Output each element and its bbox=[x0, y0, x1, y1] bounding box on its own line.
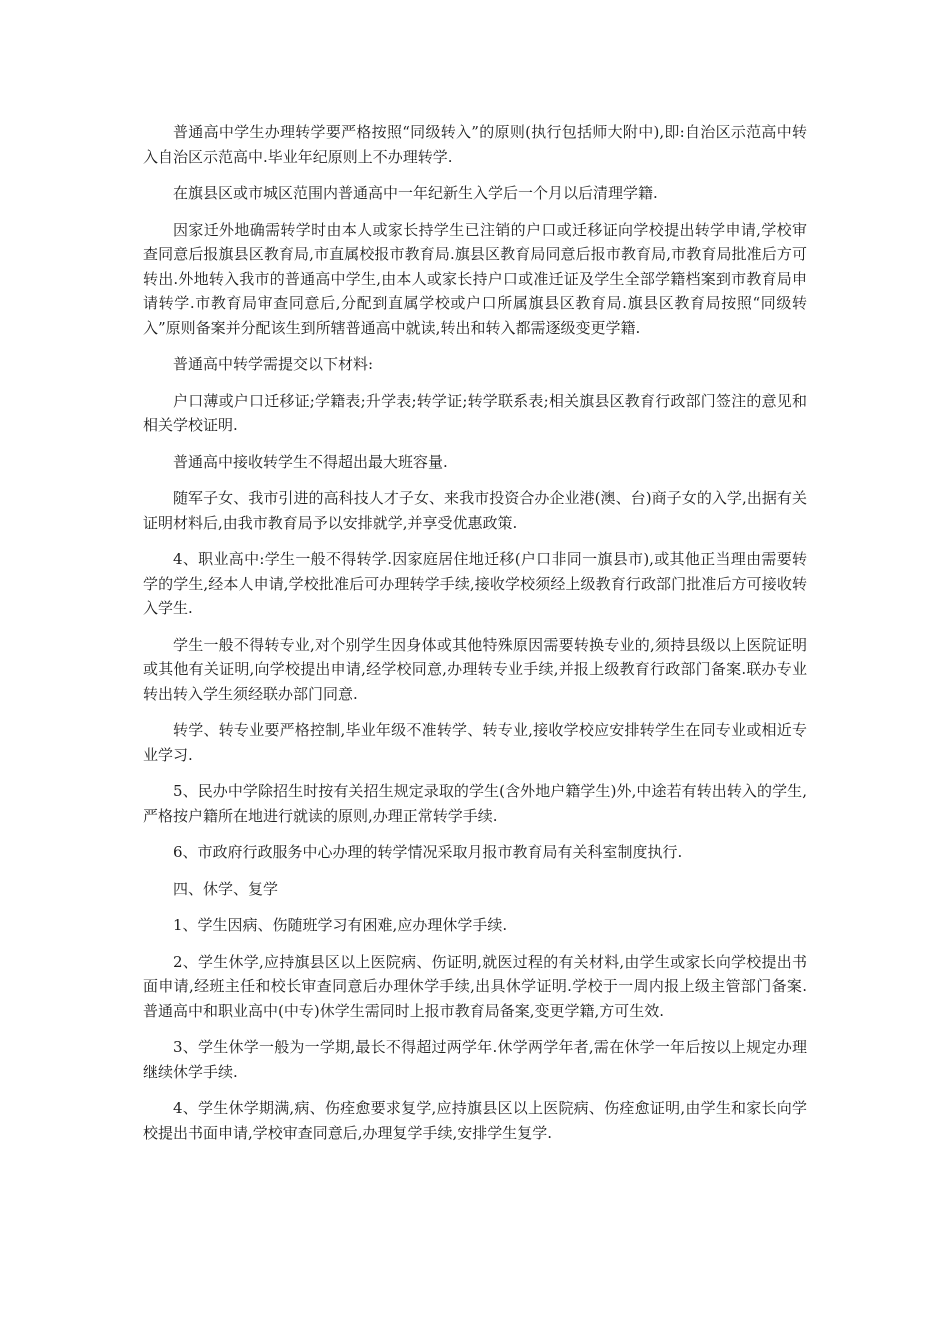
section-heading: 四、休学、复学 bbox=[173, 879, 279, 898]
paragraph: 普通高中接收转学生不得超出最大班容量. bbox=[173, 452, 448, 471]
paragraph: 在旗县区或市城区范围内普通高中一年纪新生入学后一个月以后清理学籍. bbox=[173, 184, 658, 202]
paragraph: 普通高中学生办理转学要严格按照“同级转入”的原则(执行包括师大附中),即:自治区示范高中转入自治区示范高中.毕业年纪原则上不办理转学. bbox=[143, 123, 807, 166]
paragraph: 4、职业高中:学生一般不得转学.因家庭居住地迁移(户口非同一旗县市),或其他正当理由需要转学的学生,经本人申请,学校批准后可办理转学手续,接收学校须经上级教育行政部门批准后方可接收转入学生. bbox=[143, 550, 807, 617]
paragraph: 5、民办中学除招生时按有关招生规定录取的学生(含外地户籍学生)外,中途若有转出转入的学生,严格按户籍所在地进行就读的原则,办理正常转学手续. bbox=[143, 782, 807, 825]
paragraph: 1、学生因病、伤随班学习有困难,应办理休学手续. bbox=[173, 916, 508, 934]
paragraph: 转学、转专业要严格控制,毕业年级不准转学、转专业,接收学校应安排转学生在同专业或相近专业学习. bbox=[143, 721, 807, 764]
paragraph: 3、学生休学一般为一学期,最长不得超过两学年.休学两学年者,需在休学一年后按以上规定办理继续休学手续. bbox=[143, 1038, 807, 1081]
paragraph: 2、学生休学,应持旗县区以上医院病、伤证明,就医过程的有关材料,由学生或家长向学校提出书面申请,经班主任和校长审查同意后办理休学手续,出具休学证明.学校于一周内报上级主管部门备案.普通高中和职业高中(中专)休学生需同时上报市教育局备案,变更学籍,方可生效. bbox=[143, 952, 807, 1020]
paragraph: 6、市政府行政服务中心办理的转学情况采取月报市教育局有关科室制度执行. bbox=[173, 843, 683, 861]
paragraph: 普通高中转学需提交以下材料: bbox=[173, 355, 374, 373]
paragraph: 学生一般不得转专业,对个别学生因身体或其他特殊原因需要转换专业的,须持县级以上医院证明或其他有关证明,向学校提出申请,经学校同意,办理转专业手续,并报上级教育行政部门备案.联办专业转出转入学生须经联办部门同意. bbox=[143, 635, 807, 703]
paragraph: 因家迁外地确需转学时由本人或家长持学生已注销的户口或迁移证向学校提出转学申请,学校审查同意后报旗县区教育局,市直属校报市教育局.旗县区教育局同意后报市教育局,市教育局批准后方可转出.外地转入我市的普通高中学生,由本人或家长持户口或准迁证及学生全部学籍档案到市教育局申请转学.市教育局审查同意后,分配到直属学校或户口所属旗县区教育局.旗县区教育局按照“同级转入”原则备案并分配该生到所辖普通高中就读,转出和转入都需逐级变更学籍. bbox=[143, 220, 807, 337]
document-body bbox=[143, 120, 807, 1157]
paragraph: 4、学生休学期满,病、伤痊愈要求复学,应持旗县区以上医院病、伤痊愈证明,由学生和家长向学校提出书面申请,学校审查同意后,办理复学手续,安排学生复学. bbox=[143, 1099, 807, 1142]
paragraph: 户口薄或户口迁移证;学籍表;升学表;转学证;转学联系表;相关旗县区教育行政部门签注的意见和相关学校证明. bbox=[143, 391, 807, 434]
paragraph: 随军子女、我市引进的高科技人才子女、来我市投资合办企业港(澳、台)商子女的入学,出据有关证明材料后,由我市教育局予以安排就学,并享受优惠政策. bbox=[143, 489, 807, 532]
